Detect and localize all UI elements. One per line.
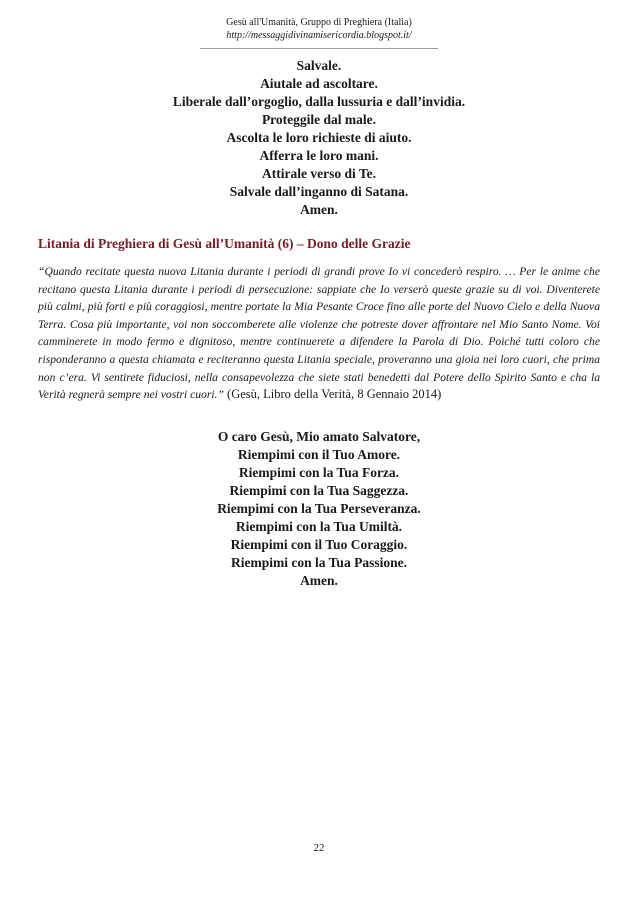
prayer-line: O caro Gesù, Mio amato Salvatore, (217, 429, 421, 444)
prayer-line: Ascolta le loro richieste di aiuto. (226, 130, 412, 145)
prayer-line: Attirale verso di Te. (262, 166, 376, 181)
prayer-line: Riempimi con il Tuo Coraggio. (230, 537, 408, 552)
prayer-line: Afferra le loro mani. (259, 148, 379, 163)
prayer-line: Riempimi con la Tua Passione. (231, 555, 407, 570)
prayer-line: Amen. (300, 202, 338, 217)
prayer-litany (0, 428, 638, 590)
prayer-line: Riempimi con la Tua Perseveranza. (217, 501, 421, 516)
prayer-line: Riempimi con il Tuo Amore. (237, 447, 401, 462)
prayer-line: Riempimi con la Tua Umiltà. (235, 519, 403, 534)
prayer-line: Proteggile dal male. (261, 112, 377, 127)
litany-introduction (38, 263, 600, 404)
litany-quote: “Quando recitate questa nuova Litania durante i periodi di grandi prove Io vi concederò respiro. … Per le anime che recitano questa Litania durante i periodi di persecuzione: sappiate che Io verserò queste grazie su di voi. Diventerete più calmi, più forti e più coraggiosi, mentre portate la Mia Pesante Croce fino alle porte del Nuovo Cielo e della Nuova Terra. Cosa più importante, voi non soccomberete alle violenze che potreste dover affrontare nel Mio Santo Nome. Voi camminerete in modo fermo e dignitoso, mentre continuerete a difendere la Parola di Dio. Poiché tutti coloro che risponderanno a questa chiamata e reciteranno questa Litania speciale, proveranno una gioia nei loro cuori, che prima non c’era. Vi sentirete fiduciosi, nella consapevolezza che siete stati benedetti dal Potere dello Spirito Santo e cha la Verità regnerà sempre nei vostri cuori.” (38, 265, 600, 402)
litany-title: Litania di Preghiera di Gesù all’Umanità (6) – Dono delle Grazie (38, 236, 411, 251)
prayer-line: Amen. (300, 573, 338, 588)
header-title: Gesù all'Umanità, Gruppo di Preghiera (Italia) (226, 17, 412, 28)
prayer-line: Aiutale ad ascoltare. (260, 76, 378, 91)
prayer-line: Salvale dall’inganno di Satana. (229, 184, 409, 199)
page-number: 22 (313, 842, 325, 854)
litany-citation: (Gesù, Libro della Verità, 8 Gennaio 2014) (223, 387, 442, 402)
header-divider (200, 48, 438, 49)
prayer-top (0, 57, 638, 219)
header-url: http://messaggidivinamisericordia.blogspot.it/ (226, 30, 412, 41)
prayer-line: Salvale. (296, 58, 342, 73)
prayer-line: Liberale dall’orgoglio, dalla lussuria e dall’invidia. (172, 94, 466, 109)
prayer-line: Riempimi con la Tua Saggezza. (229, 483, 409, 498)
page-header (0, 16, 638, 42)
prayer-line: Riempimi con la Tua Forza. (238, 465, 400, 480)
